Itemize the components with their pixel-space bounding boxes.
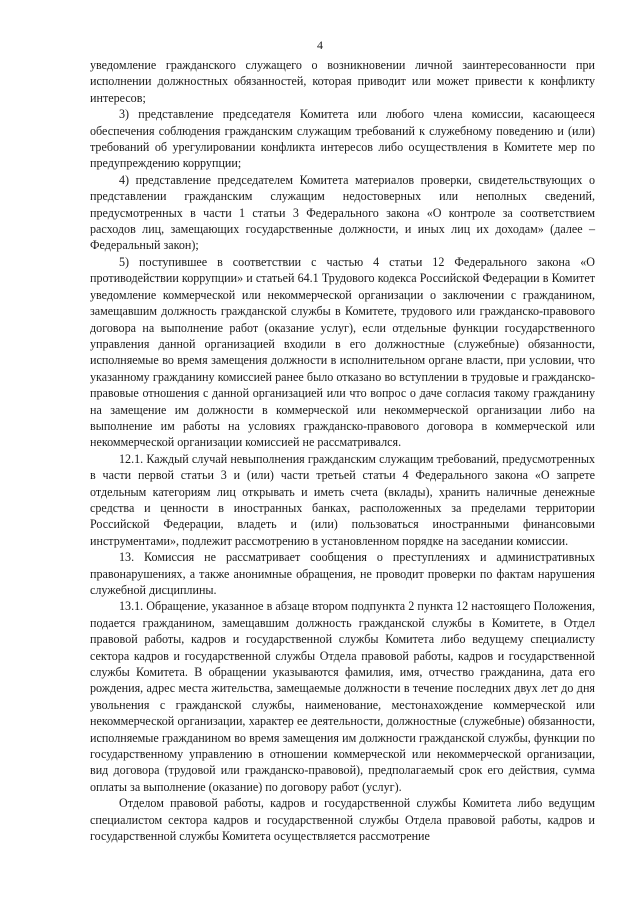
paragraph-13: 13. Комиссия не рассматривает сообщения о преступлениях и административных правонарушениях, а также анонимные обращения, не проводит проверки по фактам нарушения служебной дисциплины. xyxy=(90,550,595,597)
paragraph-12-1: 12.1. Каждый случай невыполнения гражданским служащим требований, предусмотренных в части первой статьи 3 и (или) части третьей статьи 4 Федерального закона «О запрете отдельным категориям лиц открывать и иметь счета (вклады), хранить наличные денежные средства и ценности в иностранных банках, расположенных за пределами территории Российской Федерации, владеть и (или) пользоваться иностранными финансовыми инструментами», подлежит рассмотрению в установленном порядке на заседании комиссии. xyxy=(90,451,595,548)
page-number: 4 xyxy=(317,38,323,52)
paragraph-13-1: 13.1. Обращение, указанное в абзаце втором подпункта 2 пункта 12 настоящего Положения, подается гражданином, замещавшим должность гражданской службы в Комитете, в Отдел правовой работы, кадров и государственной службы Комитета либо ведущему специалисту сектора кадров и государственной службы Отдела правовой работы, кадров и государственной службы Комитета. В обращении указываются фамилия, имя, отчество гражданина, дата его рождения, адрес места жительства, замещаемые должности в течение последних двух лет до дня увольнения с гражданской службы, наименование, местонахождение коммерческой или некоммерческой организации, характер ее деятельности, должностные (служебные) обязанности, исполняемые гражданином во время замещения им должности гражданской службы, функции по государственному управлению в отношении коммерческой или некоммерческой организации, вид договора (трудовой или гражданско-правовой), предполагаемый срок его действия, сумма оплаты за выполнение (оказание) по договору работ (услуг). xyxy=(90,599,595,794)
paragraph-item-4: 4) представление председателем Комитета материалов проверки, свидетельствующих о представлении гражданским служащим недостоверных или неполных сведений, предусмотренных в части 1 статьи 3 Федерального закона «О контроле за соответствием расходов лиц, замещающих государственные должности, и иных лиц их доходам» (далее – Федеральный закон); xyxy=(90,172,595,253)
paragraph-continuation: уведомление гражданского служащего о возникновении личной заинтересованности при исполнении должностных обязанностей, которая приводит или может привести к конфликту интересов; xyxy=(90,58,595,105)
paragraph-item-3: 3) представление председателя Комитета или любого члена комиссии, касающееся обеспечения соблюдения гражданским служащим требований к служебному поведению и (или) требований об урегулировании конфликта интересов либо осуществления в Комитете мер по предупреждению коррупции; xyxy=(90,107,595,171)
paragraph-13-1-continued: Отделом правовой работы, кадров и государственной службы Комитета либо ведущим специалистом сектора кадров и государственной службы Отдела правовой работы, кадров и государственной службы Комитета осуществляется рассмотрение xyxy=(90,796,595,844)
paragraph-item-5: 5) поступившее в соответствии с частью 4 статьи 12 Федерального закона «О противодействии коррупции» и статьей 64.1 Трудового кодекса Российской Федерации в Комитет уведомление коммерческой или некоммерческой организации о заключении с гражданином, замещавшим должность гражданской службы в Комитете, трудового или гражданско-правового договора на выполнение работ (оказание услуг), если отдельные функции государственного управления данной организацией входили в его должностные (служебные) обязанности, исполняемые во время замещения должности в исполнительном органе власти, при условии, что указанному гражданину комиссией ранее было отказано во вступлении в трудовые и гражданско-правовые отношения с данной организацией или что вопрос о даче согласия такому гражданину на замещение им должности в коммерческой или некоммерческой организации либо на выполнение им работы на условиях гражданско-правового договора в коммерческой или некоммерческой организации комиссией не рассматривался. xyxy=(90,254,595,450)
document-body xyxy=(90,57,595,845)
